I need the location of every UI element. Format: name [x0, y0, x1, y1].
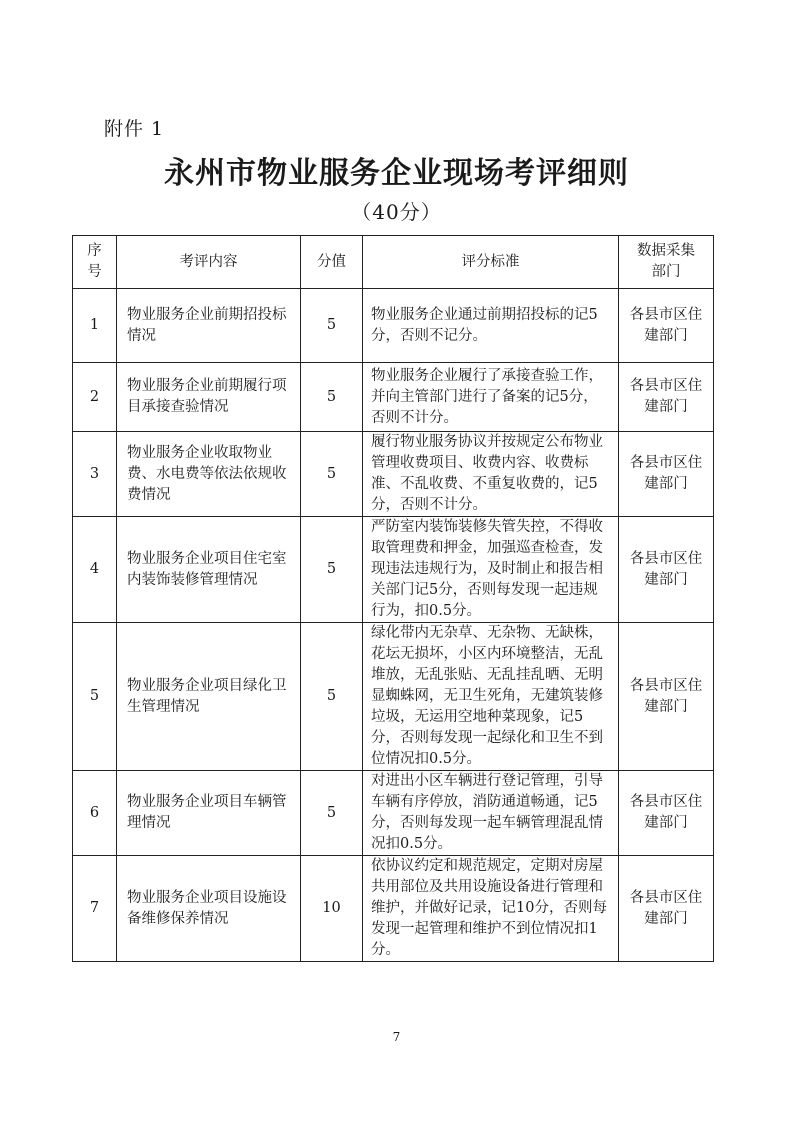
row-item: 物业服务企业项目绿化卫生管理情况 — [117, 623, 301, 771]
row-item: 物业服务企业前期履行项目承接查验情况 — [117, 363, 301, 432]
row-standard: 物业服务企业履行了承接查验工作，并向主管部门进行了备案的记5分，否则不计分。 — [363, 363, 619, 432]
row-no: 6 — [73, 771, 117, 856]
row-item: 物业服务企业前期招投标情况 — [117, 289, 301, 363]
row-dept: 各县市区住建部门 — [619, 363, 714, 432]
row-score: 10 — [301, 856, 363, 962]
row-score: 5 — [301, 623, 363, 771]
header-no: 序号 — [73, 236, 117, 289]
page-number: 7 — [392, 1030, 401, 1044]
row-item: 物业服务企业项目设施设备维修保养情况 — [117, 856, 301, 962]
table-row — [73, 771, 714, 856]
row-standard: 履行物业服务协议并按规定公布物业管理收费项目、收费内容、收费标准、不乱收费、不重复收费的，记5分，否则不计分。 — [363, 432, 619, 517]
row-dept: 各县市区住建部门 — [619, 517, 714, 623]
row-item: 物业服务企业项目住宅室内装饰装修管理情况 — [117, 517, 301, 623]
row-no: 7 — [73, 856, 117, 962]
document-title: 永州市物业服务企业现场考评细则 — [164, 156, 629, 191]
header-score: 分值 — [301, 236, 363, 289]
row-standard: 对进出小区车辆进行登记管理，引导车辆有序停放，消防通道畅通，记5分，否则每发现一起车辆管理混乱情况扣0.5分。 — [363, 771, 619, 856]
row-no: 5 — [73, 623, 117, 771]
row-score: 5 — [301, 432, 363, 517]
row-item: 物业服务企业项目车辆管理情况 — [117, 771, 301, 856]
row-no: 2 — [73, 363, 117, 432]
row-score: 5 — [301, 771, 363, 856]
table-header-row — [73, 236, 714, 289]
evaluation-table — [72, 235, 714, 962]
attachment-label: 附件 1 — [104, 118, 165, 140]
row-dept: 各县市区住建部门 — [619, 623, 714, 771]
table-row — [73, 363, 714, 432]
table-row — [73, 432, 714, 517]
table-row — [73, 856, 714, 962]
header-dept: 数据采集部门 — [619, 236, 714, 289]
row-dept: 各县市区住建部门 — [619, 289, 714, 363]
table-row — [73, 623, 714, 771]
row-no: 4 — [73, 517, 117, 623]
header-item: 考评内容 — [117, 236, 301, 289]
header-standard: 评分标准 — [363, 236, 619, 289]
row-standard: 严防室内装饰装修失管失控，不得收取管理费和押金，加强巡查检查，发现违法违规行为，及时制止和报告相关部门记5分，否则每发现一起违规行为，扣0.5分。 — [363, 517, 619, 623]
table-row — [73, 517, 714, 623]
row-no: 3 — [73, 432, 117, 517]
row-item: 物业服务企业收取物业费、水电费等依法依规收费情况 — [117, 432, 301, 517]
row-standard: 绿化带内无杂草、无杂物、无缺株，花坛无损坏，小区内环境整洁，无乱堆放，无乱张贴、无乱挂乱晒、无明显蜘蛛网，无卫生死角，无建筑装修垃圾，无运用空地种菜现象，记5分，否则每发现一起绿化和卫生不到位情况扣0.5分。 — [363, 623, 619, 771]
row-standard: 物业服务企业通过前期招投标的记5分，否则不记分。 — [363, 289, 619, 363]
row-no: 1 — [73, 289, 117, 363]
document-subtitle: （40分） — [351, 200, 442, 224]
table-row — [73, 289, 714, 363]
row-score: 5 — [301, 517, 363, 623]
row-dept: 各县市区住建部门 — [619, 771, 714, 856]
row-score: 5 — [301, 289, 363, 363]
row-dept: 各县市区住建部门 — [619, 856, 714, 962]
row-dept: 各县市区住建部门 — [619, 432, 714, 517]
row-score: 5 — [301, 363, 363, 432]
row-standard: 依协议约定和规范规定，定期对房屋共用部位及共用设施设备进行管理和维护，并做好记录，记10分，否则每发现一起管理和维护不到位情况扣1分。 — [363, 856, 619, 962]
